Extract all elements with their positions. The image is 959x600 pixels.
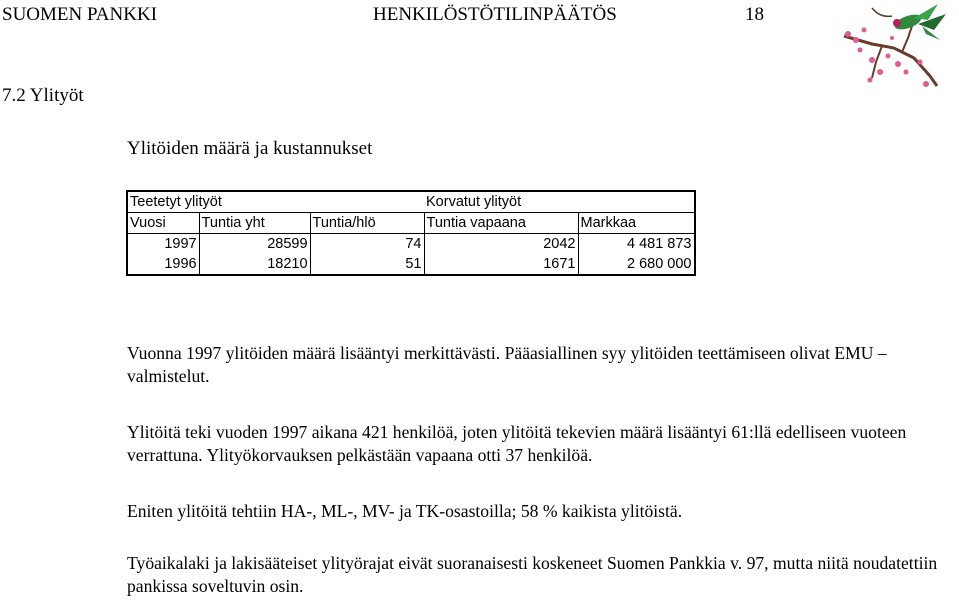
column-header: Tuntia/hlö xyxy=(310,213,424,234)
table-cell: 51 xyxy=(310,254,424,275)
table-title: Ylitöiden määrä ja kustannukset xyxy=(127,138,373,159)
table-row xyxy=(127,254,695,275)
header-document-title: HENKILÖSTÖTILINPÄÄTÖS xyxy=(373,4,617,25)
table-cell: 74 xyxy=(310,234,424,255)
table-cell: 4 481 873 xyxy=(578,234,695,255)
hummingbird-blossom-icon xyxy=(842,0,954,88)
table-cell: 1671 xyxy=(424,254,578,275)
table-row xyxy=(127,234,695,255)
column-header: Vuosi xyxy=(127,213,199,234)
table-column-header-row xyxy=(127,213,695,234)
paragraph: Työaikalaki ja lakisääteiset ylityörajat eivät suoranaisesti koskeneet Suomen Pankkia v. 97, mutta niitä noudatettiin pankissa soveltuvin osin. xyxy=(127,553,938,596)
header-org: SUOMEN PANKKI xyxy=(2,4,158,25)
paragraph: Ylitöitä teki vuoden 1997 aikana 421 henkilöä, joten ylitöitä tekevien määrä lisääntyi 61:llä edelliseen vuoteen verrattuna. Ylityökorvauksen pelkästään vapaana otti 37 henkilöä. xyxy=(127,422,907,465)
column-header: Markkaa xyxy=(578,213,695,234)
overtime-table xyxy=(126,190,696,276)
page-number: 18 xyxy=(745,4,764,25)
table-cell: 2 680 000 xyxy=(626,256,692,272)
column-header: Tuntia vapaana xyxy=(424,213,578,234)
paragraph: Vuonna 1997 ylitöiden määrä lisääntyi merkittävästi. Pääasiallinen syy ylitöiden teettämiseen olivat EMU –valmistelut. xyxy=(127,343,887,386)
table-cell: 2042 xyxy=(424,234,578,255)
paragraph: Eniten ylitöitä tehtiin HA-, ML-, MV- ja TK-osastoilla; 58 % kaikista ylitöistä. xyxy=(127,501,683,521)
table-group-header-row xyxy=(127,191,695,213)
column-header: Tuntia yht xyxy=(199,213,310,234)
table-cell: 1996 xyxy=(127,254,199,275)
group-header-teetetyt: Teetetyt ylityöt xyxy=(130,194,222,210)
group-header-korvatut: Korvatut ylityöt xyxy=(426,194,522,210)
table-cell: 28599 xyxy=(199,234,310,255)
table-cell: 18210 xyxy=(199,254,310,275)
section-title: 7.2 Ylityöt xyxy=(2,85,84,106)
table-cell: 1997 xyxy=(127,234,199,255)
